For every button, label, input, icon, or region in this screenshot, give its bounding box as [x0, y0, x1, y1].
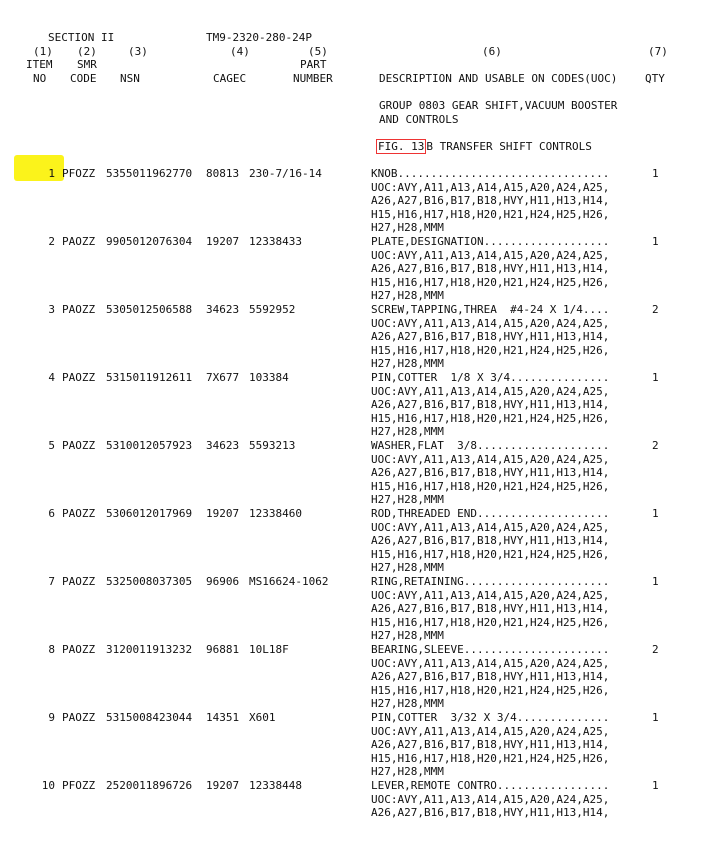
- col-desc-label: DESCRIPTION AND USABLE ON CODES(UOC): [379, 72, 618, 85]
- uoc-line: H15,H16,H17,H18,H20,H21,H24,H25,H26,: [371, 751, 610, 765]
- table-row: [0, 303, 702, 371]
- col-cagec-label: CAGEC: [213, 72, 247, 85]
- uoc-line: H27,H28,MMM: [371, 765, 444, 779]
- uoc-line: UOC:AVY,A11,A13,A14,A15,A20,A24,A25,: [371, 520, 610, 534]
- quantity: 1: [652, 167, 659, 180]
- quantity: 1: [652, 371, 659, 384]
- cagec: 96881: [206, 643, 240, 656]
- part-number: 5592952: [249, 303, 296, 316]
- col-nsn-label: NSN: [120, 72, 140, 85]
- quantity: 2: [652, 643, 659, 656]
- col-qty-label: QTY: [645, 72, 665, 85]
- table-row: [0, 507, 702, 575]
- col-item-label-2: NO: [33, 72, 47, 85]
- uoc-line: H15,H16,H17,H18,H20,H21,H24,H25,H26,: [371, 615, 610, 629]
- uoc-line: A26,A27,B16,B17,B18,HVY,H11,H13,H14,: [371, 534, 610, 548]
- col-num-4: (4): [230, 45, 250, 58]
- uoc-line: H27,H28,MMM: [371, 425, 444, 439]
- uoc-line: UOC:AVY,A11,A13,A14,A15,A20,A24,A25,: [371, 588, 610, 602]
- uoc-line: H15,H16,H17,H18,H20,H21,H24,H25,H26,: [371, 343, 610, 357]
- smr-code: PAOZZ: [62, 643, 96, 656]
- uoc-line: UOC:AVY,A11,A13,A14,A15,A20,A24,A25,: [371, 452, 610, 466]
- col-num-5: (5): [308, 45, 328, 58]
- uoc-line: UOC:AVY,A11,A13,A14,A15,A20,A24,A25,: [371, 656, 610, 670]
- table-row: [0, 371, 702, 439]
- cagec: 14351: [206, 711, 240, 724]
- smr-code: PFOZZ: [62, 779, 96, 792]
- item-number: 7: [48, 575, 55, 588]
- uoc-line: H27,H28,MMM: [371, 629, 444, 643]
- cagec: 19207: [206, 235, 240, 248]
- figure-caption-rest: B TRANSFER SHIFT CONTROLS: [426, 140, 592, 153]
- smr-code: PAOZZ: [62, 235, 96, 248]
- uoc-line: H15,H16,H17,H18,H20,H21,H24,H25,H26,: [371, 411, 610, 425]
- uoc-line: H27,H28,MMM: [371, 221, 444, 235]
- table-row: [0, 575, 702, 643]
- description: SCREW,TAPPING,THREA #4-24 X 1/4....: [371, 303, 610, 316]
- uoc-line: UOC:AVY,A11,A13,A14,A15,A20,A24,A25,: [371, 248, 610, 262]
- uoc-line: A26,A27,B16,B17,B18,HVY,H11,H13,H14,: [371, 262, 610, 276]
- figure-label: FIG. 13: [378, 140, 425, 153]
- description: PIN,COTTER 3/32 X 3/4..............: [371, 711, 610, 724]
- table-row: [0, 779, 702, 847]
- part-number: MS16624-1062: [249, 575, 329, 588]
- part-number: 5593213: [249, 439, 296, 452]
- col-item-label: ITEM: [26, 58, 53, 71]
- quantity: 1: [652, 711, 659, 724]
- nsn: 5305012506588: [106, 303, 193, 316]
- item-number: 6: [48, 507, 55, 520]
- uoc-line: H27,H28,MMM: [371, 697, 444, 711]
- uoc-line: UOC:AVY,A11,A13,A14,A15,A20,A24,A25,: [371, 724, 610, 738]
- nsn: 5325008037305: [106, 575, 193, 588]
- table-row: [0, 711, 702, 779]
- description: LEVER,REMOTE CONTRO.................: [371, 779, 610, 792]
- smr-code: PFOZZ: [62, 167, 96, 180]
- uoc-line: H27,H28,MMM: [371, 289, 444, 303]
- col-part-label: PART: [300, 58, 327, 71]
- smr-code: PAOZZ: [62, 711, 96, 724]
- uoc-line: H15,H16,H17,H18,H20,H21,H24,H25,H26,: [371, 275, 610, 289]
- description: PIN,COTTER 1/8 X 3/4...............: [371, 371, 610, 384]
- uoc-line: UOC:AVY,A11,A13,A14,A15,A20,A24,A25,: [371, 384, 610, 398]
- description: PLATE,DESIGNATION...................: [371, 235, 610, 248]
- cagec: 7X677: [206, 371, 240, 384]
- part-number: 12338433: [249, 235, 302, 248]
- uoc-line: A26,A27,B16,B17,B18,HVY,H11,H13,H14,: [371, 398, 610, 412]
- group-title: GROUP 0803 GEAR SHIFT,VACUUM BOOSTER: [379, 99, 618, 112]
- cagec: 34623: [206, 303, 240, 316]
- cagec: 80813: [206, 167, 240, 180]
- part-number: 230-7/16-14: [249, 167, 322, 180]
- nsn: 5306012017969: [106, 507, 193, 520]
- part-number: X601: [249, 711, 276, 724]
- cagec: 19207: [206, 779, 240, 792]
- uoc-line: UOC:AVY,A11,A13,A14,A15,A20,A24,A25,: [371, 792, 610, 806]
- item-number: 4: [48, 371, 55, 384]
- uoc-line: UOC:AVY,A11,A13,A14,A15,A20,A24,A25,: [371, 180, 610, 194]
- uoc-line: H27,H28,MMM: [371, 561, 444, 575]
- section-title: SECTION II: [48, 31, 115, 44]
- smr-code: PAOZZ: [62, 303, 96, 316]
- item-number: 10: [41, 779, 55, 792]
- part-number: 10L18F: [249, 643, 289, 656]
- uoc-line: A26,A27,B16,B17,B18,HVY,H11,H13,H14,: [371, 670, 610, 684]
- group-title-2: AND CONTROLS: [379, 113, 459, 126]
- uoc-line: A26,A27,B16,B17,B18,HVY,H11,H13,H14,: [371, 466, 610, 480]
- uoc-line: H15,H16,H17,H18,H20,H21,H24,H25,H26,: [371, 547, 610, 561]
- item-number: 3: [48, 303, 55, 316]
- col-num-7: (7): [648, 45, 668, 58]
- cagec: 96906: [206, 575, 240, 588]
- col-smr-label-2: CODE: [70, 72, 97, 85]
- uoc-line: UOC:AVY,A11,A13,A14,A15,A20,A24,A25,: [371, 316, 610, 330]
- description: WASHER,FLAT 3/8....................: [371, 439, 610, 452]
- item-number: 8: [48, 643, 55, 656]
- item-number: 5: [48, 439, 55, 452]
- uoc-line: H15,H16,H17,H18,H20,H21,H24,H25,H26,: [371, 479, 610, 493]
- table-row: [0, 643, 702, 711]
- description: KNOB................................: [371, 167, 610, 180]
- table-row: [0, 167, 702, 235]
- cagec: 34623: [206, 439, 240, 452]
- item-number: 2: [48, 235, 55, 248]
- col-num-6: (6): [482, 45, 502, 58]
- quantity: 2: [652, 439, 659, 452]
- cagec: 19207: [206, 507, 240, 520]
- quantity: 1: [652, 507, 659, 520]
- col-num-3: (3): [128, 45, 148, 58]
- smr-code: PAOZZ: [62, 507, 96, 520]
- smr-code: PAOZZ: [62, 371, 96, 384]
- nsn: 5315011912611: [106, 371, 193, 384]
- nsn: 5315008423044: [106, 711, 193, 724]
- tm-number: TM9-2320-280-24P: [206, 31, 312, 44]
- uoc-line: A26,A27,B16,B17,B18,HVY,H11,H13,H14,: [371, 806, 610, 820]
- quantity: 1: [652, 779, 659, 792]
- uoc-line: A26,A27,B16,B17,B18,HVY,H11,H13,H14,: [371, 602, 610, 616]
- quantity: 1: [652, 575, 659, 588]
- uoc-line: H15,H16,H17,H18,H20,H21,H24,H25,H26,: [371, 207, 610, 221]
- quantity: 2: [652, 303, 659, 316]
- part-number: 12338448: [249, 779, 302, 792]
- quantity: 1: [652, 235, 659, 248]
- nsn: 9905012076304: [106, 235, 193, 248]
- part-number: 12338460: [249, 507, 302, 520]
- description: BEARING,SLEEVE......................: [371, 643, 610, 656]
- table-row: [0, 439, 702, 507]
- col-smr-label: SMR: [77, 58, 97, 71]
- col-part-label-2: NUMBER: [293, 72, 333, 85]
- uoc-line: H15,H16,H17,H18,H20,H21,H24,H25,H26,: [371, 683, 610, 697]
- smr-code: PAOZZ: [62, 575, 96, 588]
- item-number: 9: [48, 711, 55, 724]
- uoc-line: A26,A27,B16,B17,B18,HVY,H11,H13,H14,: [371, 194, 610, 208]
- item-number: 1: [48, 167, 55, 180]
- uoc-line: A26,A27,B16,B17,B18,HVY,H11,H13,H14,: [371, 330, 610, 344]
- col-num-2: (2): [77, 45, 97, 58]
- nsn: 2520011896726: [106, 779, 193, 792]
- smr-code: PAOZZ: [62, 439, 96, 452]
- part-number: 103384: [249, 371, 289, 384]
- nsn: 3120011913232: [106, 643, 193, 656]
- description: ROD,THREADED END....................: [371, 507, 610, 520]
- nsn: 5355011962770: [106, 167, 193, 180]
- uoc-line: H27,H28,MMM: [371, 493, 444, 507]
- nsn: 5310012057923: [106, 439, 193, 452]
- uoc-line: A26,A27,B16,B17,B18,HVY,H11,H13,H14,: [371, 738, 610, 752]
- uoc-line: H27,H28,MMM: [371, 357, 444, 371]
- col-num-1: (1): [33, 45, 53, 58]
- description: RING,RETAINING......................: [371, 575, 610, 588]
- table-row: [0, 235, 702, 303]
- figure-caption: [376, 140, 592, 154]
